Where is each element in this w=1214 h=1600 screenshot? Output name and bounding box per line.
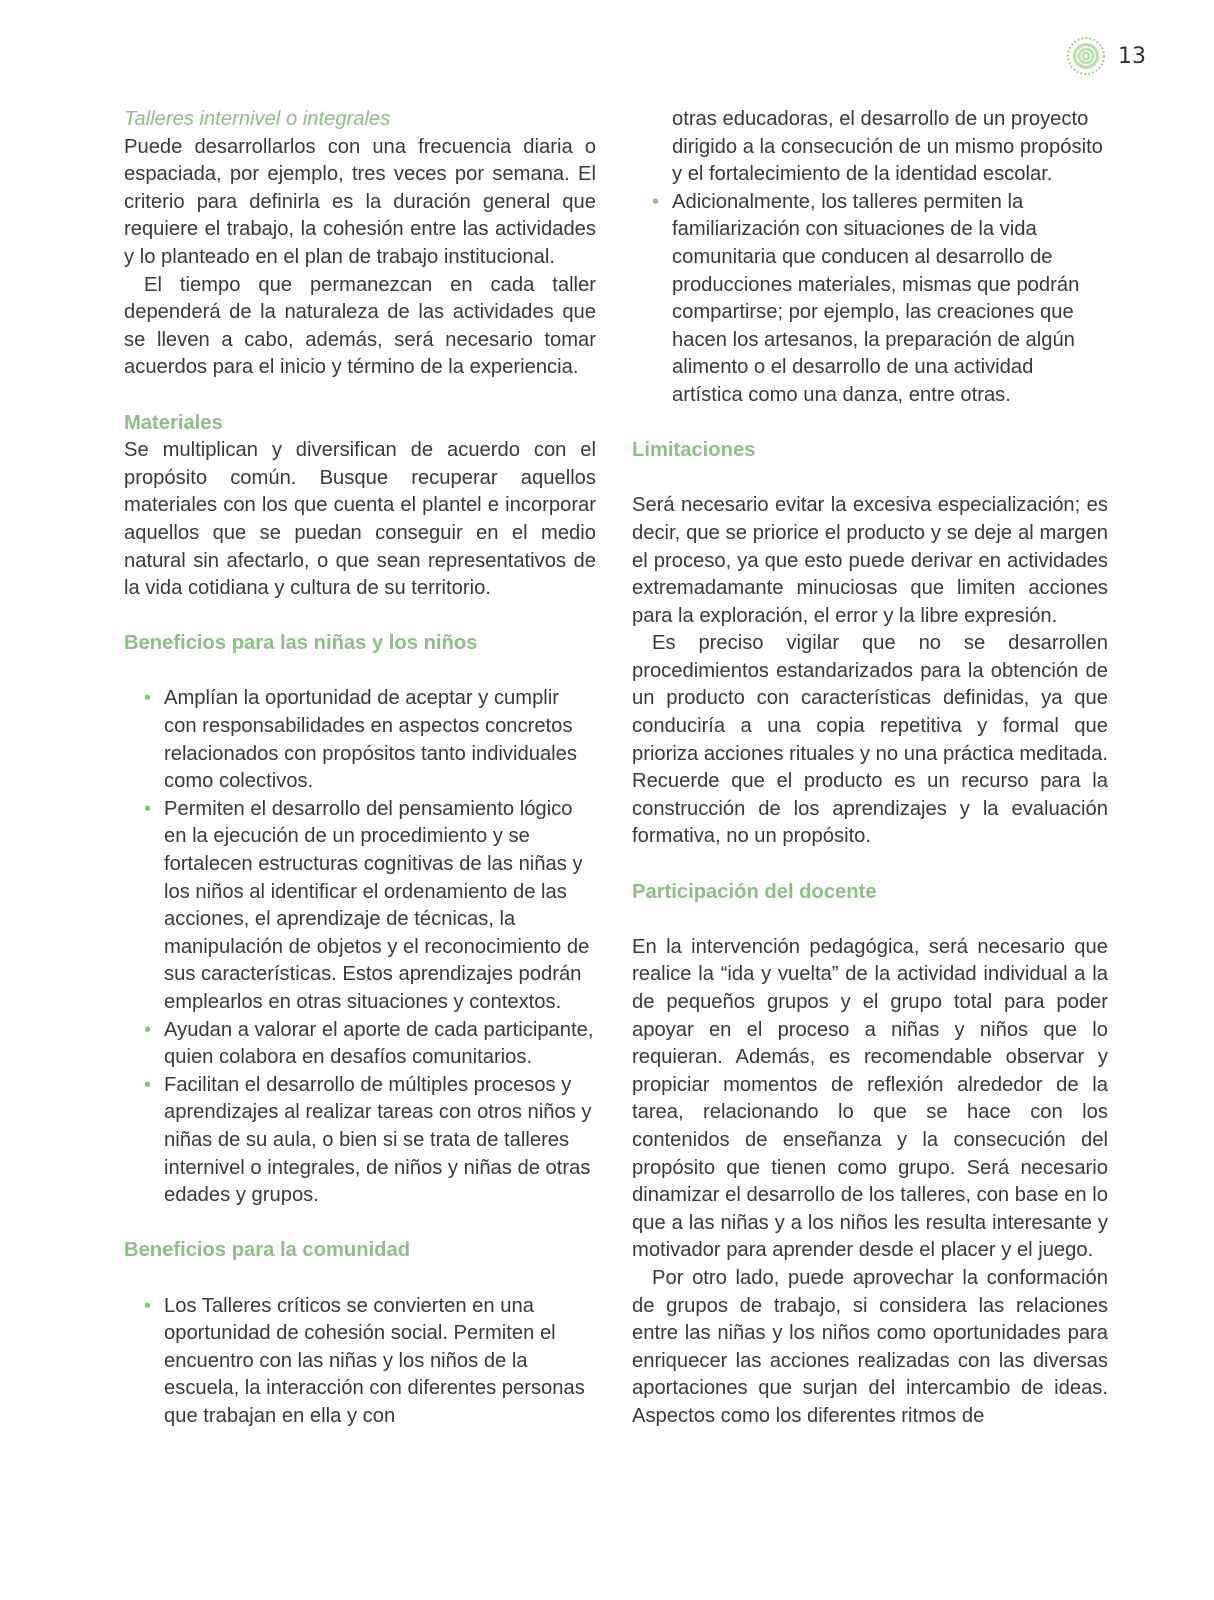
limitaciones-heading: Limitaciones: [632, 439, 756, 462]
list-item: • Adicionalmente, los talleres permiten la familiarización con situaciones de la vida comunitaria que conducen al desarrollo de producciones materiales, mismas que podrán compartirse; por ejemplo, las creaciones que hacen los artesanos, la preparación de algún alimento o el desarrollo de una actividad artística como una danza, entre otras.: [652, 189, 1108, 410]
talleres-heading: Talleres internivel o integrales: [124, 108, 391, 130]
beneficios-comunidad-list-cont: [632, 189, 1108, 410]
talleres-paragraph-1: Puede desarrollarlos con una frecuencia diaria o espaciada, por ejemplo, tres veces por semana. El criterio para definirla es la duración general que requiere el trabajo, la cohesión entre las actividades y lo planteado en el plan de trabajo institucional.: [124, 135, 596, 268]
limitaciones-paragraph-2: Es preciso vigilar que no se desarrollen procedimientos estandarizados para la obtención de un producto con características definidas, ya que conduciría a una copia repetitiva y formal que prioriza acciones rituales y no una práctica meditada. Recuerde que el producto es un recurso para la construcción de los aprendizajes y la evaluación formativa, no un propósito.: [632, 632, 1108, 848]
green-sun-emblem-icon: [1066, 36, 1106, 76]
beneficios-ninos-heading: Beneficios para las niñas y los niños: [124, 632, 478, 655]
list-item: • Ayudan a valorar el aporte de cada participante, quien colabora en desafíos comunitarios.: [144, 1017, 596, 1072]
limitaciones-paragraph-1: Será necesario evitar la excesiva especialización; es decir, que se priorice el producto y se deje al margen el proceso, ya que esto puede derivar en actividades extremadamante minuciosas que limiten acciones para la exploración, el error y la libre expresión.: [632, 494, 1108, 627]
list-item: • Amplían la oportunidad de aceptar y cumplir con responsabilidades en aspectos concretos relacionados con propósitos tanto individuales como colectivos.: [144, 685, 596, 795]
participacion-paragraph-1: En la intervención pedagógica, será necesario que realice la “ida y vuelta” de la actividad individual a la de pequeños grupos y el grupo total para poder apoyar en el proceso a niñas y niños que lo requieran. Además, es recomendable observar y propiciar momentos de reflexión alrededor de la tarea, relacionando lo que se hace con los contenidos de enseñanza y la consecución del propósito que tienen como grupo. Será necesario dinamizar el desarrollo de los talleres, con base en lo que a las niñas y a los niños les resulta interesante y motivador para aprender desde el placer y el juego.: [632, 935, 1108, 1262]
materiales-paragraph: Se multiplican y diversifican de acuerdo con el propósito común. Busque recuperar aquellos materiales con los que cuenta el plantel e incorporar aquellos que se puedan conseguir en el medio natural sin afectarlo, o que sean representativos de la vida cotidiana y cultura de su territorio.: [124, 439, 596, 600]
materiales-heading: Materiales: [124, 411, 223, 434]
list-item: • Los Talleres críticos se convierten en una oportunidad de cohesión social. Permiten el encuentro con las niñas y los niños de la escuela, la interacción con diferentes personas que trabajan en ella y con: [144, 1293, 596, 1431]
participacion-heading: Participación del docente: [632, 880, 877, 903]
list-item-continuation: otras educadoras, el desarrollo de un proyecto dirigido a la consecución de un mismo propósito y el fortalecimiento de la identidad escolar.: [672, 108, 1103, 186]
beneficios-comunidad-list: [124, 1293, 596, 1431]
list-item: • Facilitan el desarrollo de múltiples procesos y aprendizajes al realizar tareas con otros niños y niñas de su aula, o bien si se trata de talleres internivel o integrales, de niños y niñas de otras edades y grupos.: [144, 1072, 596, 1210]
right-column: [632, 106, 1108, 1431]
beneficios-ninos-list: [124, 685, 596, 1209]
left-column: [124, 106, 596, 1431]
talleres-paragraph-2: El tiempo que permanezcan en cada taller dependerá de la naturaleza de las actividades que se lleven a cabo, además, será necesario tomar acuerdos para el inicio y término de la experiencia.: [124, 273, 596, 379]
beneficios-comunidad-heading: Beneficios para la comunidad: [124, 1239, 411, 1262]
page-number: 13: [1118, 44, 1146, 69]
list-item: • Permiten el desarrollo del pensamiento lógico en la ejecución de un procedimiento y se fortalecen estructuras cognitivas de las niñas y los niños al identificar el ordenamiento de las acciones, el aprendizaje de técnicas, la manipulación de objetos y el reconocimiento de sus características. Estos aprendizajes podrán emplearlos en otras situaciones y contextos.: [144, 796, 596, 1017]
participacion-paragraph-2: Por otro lado, puede aprovechar la conformación de grupos de trabajo, si considera las relaciones entre las niñas y los niños como oportunidades para enriquecer las acciones realizadas con las diversas aportaciones que surjan del intercambio de ideas. Aspectos como los diferentes ritmos de: [632, 1266, 1108, 1427]
